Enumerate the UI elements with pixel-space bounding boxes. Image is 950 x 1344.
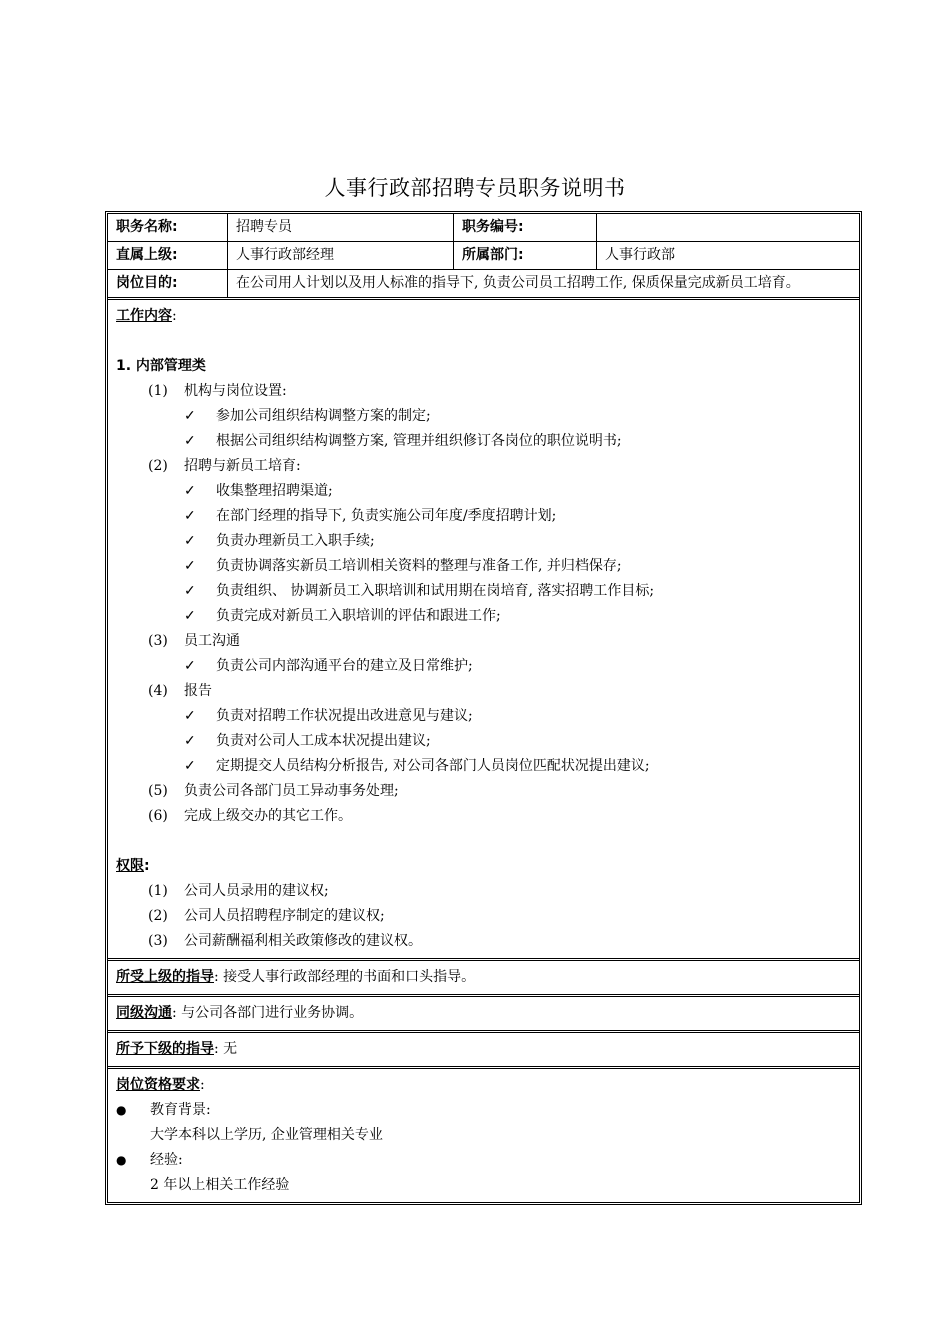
qualification-title: 教育背景:	[150, 1102, 211, 1118]
purpose-row	[108, 270, 859, 300]
guidance-superior-row	[108, 961, 859, 997]
group-title: 招聘与新员工培育:	[184, 458, 301, 474]
authority-label: 权限	[116, 858, 144, 874]
check-icon: ✓	[184, 483, 196, 499]
guidance-superior-label: 所受上级的指导	[116, 969, 214, 985]
work-group	[116, 679, 851, 704]
superior-label: 直属上级:	[116, 247, 178, 263]
guidance-subordinate-text: : 无	[214, 1041, 238, 1057]
guidance-superior-text: : 接受人事行政部经理的书面和口头指导。	[214, 969, 476, 985]
group-number: (6)	[148, 808, 168, 824]
work-item-text: 负责协调落实新员工培训相关资料的整理与准备工作, 并归档保存;	[216, 558, 622, 574]
work-item-text: 根据公司组织结构调整方案, 管理并组织修订各岗位的职位说明书;	[216, 433, 622, 449]
work-item	[116, 654, 851, 679]
dept-value: 人事行政部	[596, 242, 859, 269]
guidance-subordinate-cell	[108, 1033, 245, 1066]
work-item	[116, 554, 851, 579]
group-number: (5)	[148, 783, 168, 799]
work-content-label: 工作内容	[116, 308, 172, 324]
check-icon: ✓	[184, 733, 196, 749]
guidance-subordinate-label: 所予下级的指导	[116, 1041, 214, 1057]
work-item	[116, 604, 851, 629]
work-item-text: 负责对招聘工作状况提出改进意见与建议;	[216, 708, 473, 724]
work-item-text: 在部门经理的指导下, 负责实施公司年度/季度招聘计划;	[216, 508, 557, 524]
qualification-label: 岗位资格要求	[116, 1077, 200, 1093]
check-icon: ✓	[184, 558, 196, 574]
authority-number: (1)	[148, 883, 168, 899]
work-item-text: 负责对公司人工成本状况提出建议;	[216, 733, 431, 749]
guidance-superior-cell	[108, 961, 483, 994]
work-group	[116, 379, 851, 404]
group-number: (4)	[148, 683, 168, 699]
job-name-value: 招聘专员	[227, 214, 453, 241]
qualification-detail: 2 年以上相关工作经验	[150, 1177, 290, 1193]
work-item	[116, 429, 851, 454]
authority-text: 公司人员录用的建议权;	[184, 883, 329, 899]
qualification-detail: 大学本科以上学历, 企业管理相关专业	[150, 1127, 383, 1143]
group-title: 完成上级交办的其它工作。	[184, 808, 352, 824]
check-icon: ✓	[184, 608, 196, 624]
job-description-table	[105, 211, 862, 1205]
qualification-cell	[108, 1069, 859, 1202]
authority-item	[116, 879, 851, 904]
peer-communication-cell	[108, 997, 371, 1030]
authority-text: 公司人员招聘程序制定的建议权;	[184, 908, 385, 924]
work-item-text: 负责完成对新员工入职培训的评估和跟进工作;	[216, 608, 501, 624]
group-number: (3)	[148, 633, 168, 649]
check-icon: ✓	[184, 583, 196, 599]
check-icon: ✓	[184, 533, 196, 549]
work-content-section	[108, 300, 859, 961]
bullet-icon: ●	[116, 1153, 127, 1167]
section-title: 1. 内部管理类	[116, 358, 206, 374]
check-icon: ✓	[184, 758, 196, 774]
qualification-suffix: :	[200, 1077, 205, 1093]
work-item-text: 负责办理新员工入职手续;	[216, 533, 375, 549]
work-item	[116, 729, 851, 754]
dept-label: 所属部门:	[453, 242, 596, 269]
qualification-items	[116, 1098, 851, 1198]
work-content-suffix: :	[172, 308, 177, 324]
group-title: 报告	[184, 683, 212, 699]
job-code-value	[596, 214, 859, 241]
check-icon: ✓	[184, 658, 196, 674]
check-icon: ✓	[184, 708, 196, 724]
check-icon: ✓	[184, 508, 196, 524]
check-icon: ✓	[184, 408, 196, 424]
work-group	[116, 779, 851, 804]
document-title: 人事行政部招聘专员职务说明书	[324, 176, 626, 200]
group-title: 负责公司各部门员工异动事务处理;	[184, 783, 399, 799]
authority-suffix: :	[144, 858, 150, 874]
job-code-label: 职务编号:	[453, 214, 596, 241]
authority-number: (3)	[148, 933, 168, 949]
work-group	[116, 804, 851, 829]
group-title: 员工沟通	[184, 633, 240, 649]
work-item	[116, 479, 851, 504]
work-item	[116, 529, 851, 554]
purpose-label: 岗位目的:	[116, 275, 178, 291]
group-number: (1)	[148, 383, 168, 399]
superior-value: 人事行政部经理	[227, 242, 453, 269]
header-row-1	[108, 214, 859, 242]
work-content-block	[108, 300, 859, 958]
peer-communication-row	[108, 997, 859, 1033]
work-item-text: 负责公司内部沟通平台的建立及日常维护;	[216, 658, 473, 674]
authority-number: (2)	[148, 908, 168, 924]
job-name-label: 职务名称:	[116, 219, 178, 235]
bullet-icon: ●	[116, 1103, 127, 1117]
group-number: (2)	[148, 458, 168, 474]
authority-text: 公司薪酬福利相关政策修改的建议权。	[184, 933, 422, 949]
group-title: 机构与岗位设置:	[184, 383, 287, 399]
work-item-text: 定期提交人员结构分析报告, 对公司各部门人员岗位匹配状况提出建议;	[216, 758, 650, 774]
qualification-item	[116, 1098, 851, 1123]
authority-item	[116, 929, 851, 954]
work-item	[116, 754, 851, 779]
authority-item	[116, 904, 851, 929]
work-item	[116, 404, 851, 429]
authority-items	[116, 879, 851, 954]
work-item-text: 收集整理招聘渠道;	[216, 483, 333, 499]
work-group	[116, 629, 851, 654]
work-item	[116, 704, 851, 729]
check-icon: ✓	[184, 433, 196, 449]
purpose-value: 在公司用人计划以及用人标准的指导下, 负责公司员工招聘工作, 保质保量完成新员工培育。	[227, 270, 859, 297]
work-groups	[116, 379, 851, 829]
qualification-title: 经验:	[150, 1152, 183, 1168]
peer-communication-label: 同级沟通	[116, 1005, 172, 1021]
work-item	[116, 504, 851, 529]
work-group	[116, 454, 851, 479]
qualification-row	[108, 1069, 859, 1202]
header-row-2	[108, 242, 859, 270]
qualification-item	[116, 1148, 851, 1173]
work-item-text: 参加公司组织结构调整方案的制定;	[216, 408, 431, 424]
work-item	[116, 579, 851, 604]
peer-communication-text: : 与公司各部门进行业务协调。	[172, 1005, 364, 1021]
work-item-text: 负责组织、 协调新员工入职培训和试用期在岗培育, 落实招聘工作目标;	[216, 583, 655, 599]
guidance-subordinate-row	[108, 1033, 859, 1069]
